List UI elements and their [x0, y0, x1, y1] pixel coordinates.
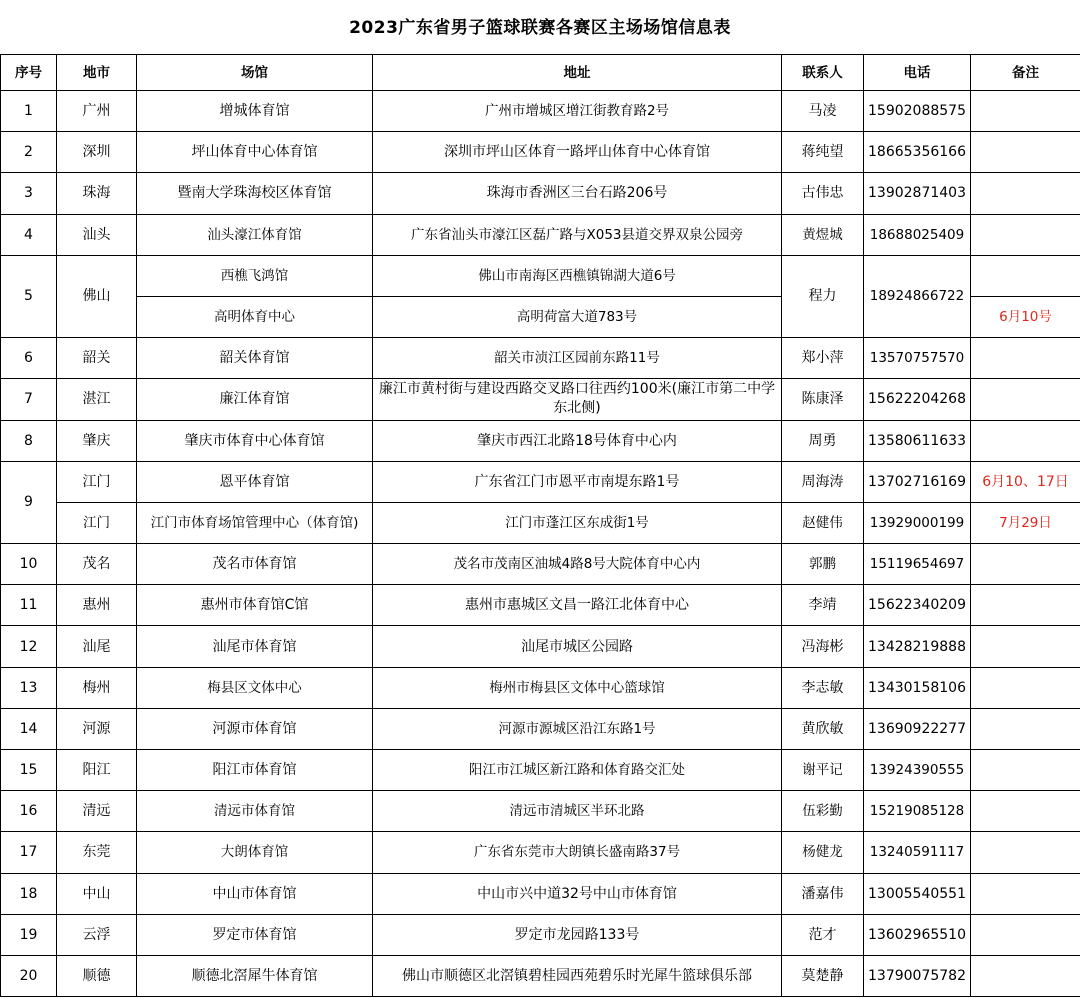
cell-address: 梅州市梅县区文体中心篮球馆 [373, 667, 782, 708]
cell-phone: 13430158106 [864, 667, 971, 708]
cell-note [971, 873, 1080, 914]
cell-city: 茂名 [57, 544, 137, 585]
cell-city: 中山 [57, 873, 137, 914]
cell-city: 汕头 [57, 214, 137, 255]
cell-venue: 恩平体育馆 [137, 461, 373, 502]
cell-address: 佛山市顺德区北滘镇碧桂园西苑碧乐时光犀牛篮球俱乐部 [373, 955, 782, 996]
sheet-title: 2023广东省男子篮球联赛各赛区主场场馆信息表 [349, 17, 731, 38]
cell-note [971, 585, 1080, 626]
cell-venue: 坪山体育中心体育馆 [137, 132, 373, 173]
cell-phone: 13702716169 [864, 461, 971, 502]
cell-venue: 西樵飞鸿馆 [137, 255, 373, 296]
cell-phone: 15219085128 [864, 791, 971, 832]
cell-phone: 13902871403 [864, 173, 971, 214]
cell-note [971, 667, 1080, 708]
cell-city: 深圳 [57, 132, 137, 173]
table-row [1, 420, 1080, 461]
cell-address: 阳江市江城区新江路和体育路交汇处 [373, 750, 782, 791]
cell-city: 佛山 [57, 255, 137, 337]
table-row [1, 214, 1080, 255]
cell-no: 16 [1, 791, 57, 832]
cell-venue: 清远市体育馆 [137, 791, 373, 832]
col-header-no: 序号 [1, 55, 57, 91]
table-row [1, 91, 1080, 132]
cell-address: 廉江市黄村街与建设西路交叉路口往西约100米(廉江市第二中学东北侧) [373, 379, 782, 420]
cell-note [971, 544, 1080, 585]
table-row [1, 791, 1080, 832]
cell-phone: 13790075782 [864, 955, 971, 996]
cell-phone: 18688025409 [864, 214, 971, 255]
cell-contact: 李志敏 [782, 667, 864, 708]
table-row [1, 708, 1080, 749]
cell-phone: 13602965510 [864, 914, 971, 955]
cell-contact: 赵健伟 [782, 502, 864, 543]
cell-venue: 阳江市体育馆 [137, 750, 373, 791]
cell-venue: 增城体育馆 [137, 91, 373, 132]
cell-contact: 伍彩勤 [782, 791, 864, 832]
cell-address: 汕尾市城区公园路 [373, 626, 782, 667]
cell-venue: 江门市体育场馆管理中心（体育馆) [137, 502, 373, 543]
cell-note [971, 91, 1080, 132]
cell-address: 深圳市坪山区体育一路坪山体育中心体育馆 [373, 132, 782, 173]
cell-contact: 范才 [782, 914, 864, 955]
cell-venue: 廉江体育馆 [137, 379, 373, 420]
cell-city: 江门 [57, 461, 137, 502]
cell-venue: 汕尾市体育馆 [137, 626, 373, 667]
cell-contact: 黄欣敏 [782, 708, 864, 749]
table-row [1, 255, 1080, 296]
table-row [1, 502, 1080, 543]
cell-city: 云浮 [57, 914, 137, 955]
cell-contact: 郑小萍 [782, 338, 864, 379]
table-row [1, 379, 1080, 420]
table-row [1, 461, 1080, 502]
cell-no: 10 [1, 544, 57, 585]
cell-address: 罗定市龙园路133号 [373, 914, 782, 955]
cell-city: 肇庆 [57, 420, 137, 461]
cell-city: 梅州 [57, 667, 137, 708]
cell-phone: 18924866722 [864, 255, 971, 337]
cell-phone: 13005540551 [864, 873, 971, 914]
cell-contact: 黄煜城 [782, 214, 864, 255]
cell-venue: 中山市体育馆 [137, 873, 373, 914]
cell-contact: 蒋纯望 [782, 132, 864, 173]
cell-phone: 13570757570 [864, 338, 971, 379]
cell-note [971, 173, 1080, 214]
cell-city: 河源 [57, 708, 137, 749]
cell-contact: 杨健龙 [782, 832, 864, 873]
cell-no: 15 [1, 750, 57, 791]
venue-table [0, 54, 1080, 997]
cell-city: 广州 [57, 91, 137, 132]
cell-phone: 15119654697 [864, 544, 971, 585]
table-row [1, 955, 1080, 996]
cell-venue: 罗定市体育馆 [137, 914, 373, 955]
cell-city: 湛江 [57, 379, 137, 420]
cell-city: 清远 [57, 791, 137, 832]
cell-phone: 15622340209 [864, 585, 971, 626]
cell-note [971, 420, 1080, 461]
cell-phone: 13240591117 [864, 832, 971, 873]
col-header-address: 地址 [373, 55, 782, 91]
cell-note [971, 750, 1080, 791]
col-header-contact: 联系人 [782, 55, 864, 91]
cell-city: 惠州 [57, 585, 137, 626]
cell-address: 肇庆市西江北路18号体育中心内 [373, 420, 782, 461]
cell-contact: 郭鹏 [782, 544, 864, 585]
table-row [1, 132, 1080, 173]
table-row [1, 914, 1080, 955]
cell-city: 阳江 [57, 750, 137, 791]
cell-venue: 大朗体育馆 [137, 832, 373, 873]
table-row [1, 873, 1080, 914]
cell-city: 韶关 [57, 338, 137, 379]
cell-address: 中山市兴中道32号中山市体育馆 [373, 873, 782, 914]
table-row [1, 667, 1080, 708]
cell-phone: 18665356166 [864, 132, 971, 173]
cell-address: 广东省江门市恩平市南堤东路1号 [373, 461, 782, 502]
cell-phone: 13924390555 [864, 750, 971, 791]
cell-address: 广东省汕头市濠江区磊广路与X053县道交界双泉公园旁 [373, 214, 782, 255]
cell-contact: 冯海彬 [782, 626, 864, 667]
cell-contact: 谢平记 [782, 750, 864, 791]
cell-no: 13 [1, 667, 57, 708]
cell-no: 14 [1, 708, 57, 749]
cell-city: 江门 [57, 502, 137, 543]
cell-no: 12 [1, 626, 57, 667]
cell-address: 江门市蓬江区东成街1号 [373, 502, 782, 543]
cell-contact: 马凌 [782, 91, 864, 132]
cell-phone: 15622204268 [864, 379, 971, 420]
cell-city: 东莞 [57, 832, 137, 873]
cell-address: 佛山市南海区西樵镇锦湖大道6号 [373, 255, 782, 296]
table-row [1, 173, 1080, 214]
cell-venue: 茂名市体育馆 [137, 544, 373, 585]
cell-venue: 梅县区文体中心 [137, 667, 373, 708]
cell-address: 广州市增城区增江街教育路2号 [373, 91, 782, 132]
cell-contact: 陈康泽 [782, 379, 864, 420]
cell-no: 17 [1, 832, 57, 873]
cell-city: 顺德 [57, 955, 137, 996]
cell-no: 5 [1, 255, 57, 337]
cell-address: 韶关市浈江区园前东路11号 [373, 338, 782, 379]
col-header-note: 备注 [971, 55, 1080, 91]
cell-address: 高明荷富大道783号 [373, 296, 782, 337]
cell-venue: 汕头濠江体育馆 [137, 214, 373, 255]
cell-city: 汕尾 [57, 626, 137, 667]
cell-contact: 莫楚静 [782, 955, 864, 996]
cell-note: 7月29日 [971, 502, 1080, 543]
cell-venue: 惠州市体育馆C馆 [137, 585, 373, 626]
cell-contact: 程力 [782, 255, 864, 337]
cell-no: 11 [1, 585, 57, 626]
cell-contact: 古伟忠 [782, 173, 864, 214]
cell-contact: 周勇 [782, 420, 864, 461]
cell-note [971, 255, 1080, 296]
table-row [1, 585, 1080, 626]
cell-address: 河源市源城区沿江东路1号 [373, 708, 782, 749]
cell-no: 1 [1, 91, 57, 132]
cell-note [971, 626, 1080, 667]
cell-phone: 13580611633 [864, 420, 971, 461]
cell-note [971, 132, 1080, 173]
cell-venue: 顺德北滘犀牛体育馆 [137, 955, 373, 996]
col-header-city: 地市 [57, 55, 137, 91]
cell-note [971, 955, 1080, 996]
cell-no: 9 [1, 461, 57, 543]
cell-contact: 潘嘉伟 [782, 873, 864, 914]
cell-no: 3 [1, 173, 57, 214]
cell-no: 8 [1, 420, 57, 461]
cell-phone: 13690922277 [864, 708, 971, 749]
cell-phone: 13929000199 [864, 502, 971, 543]
col-header-phone: 电话 [864, 55, 971, 91]
cell-address: 惠州市惠城区文昌一路江北体育中心 [373, 585, 782, 626]
cell-contact: 李靖 [782, 585, 864, 626]
cell-venue: 暨南大学珠海校区体育馆 [137, 173, 373, 214]
cell-address: 珠海市香洲区三台石路206号 [373, 173, 782, 214]
table-row [1, 626, 1080, 667]
cell-address: 茂名市茂南区油城4路8号大院体育中心内 [373, 544, 782, 585]
cell-no: 6 [1, 338, 57, 379]
cell-note: 6月10号 [971, 296, 1080, 337]
cell-no: 4 [1, 214, 57, 255]
col-header-venue: 场馆 [137, 55, 373, 91]
cell-no: 7 [1, 379, 57, 420]
cell-note [971, 379, 1080, 420]
cell-note [971, 214, 1080, 255]
cell-note: 6月10、17日 [971, 461, 1080, 502]
cell-note [971, 791, 1080, 832]
cell-no: 19 [1, 914, 57, 955]
cell-venue: 高明体育中心 [137, 296, 373, 337]
cell-note [971, 338, 1080, 379]
cell-venue: 河源市体育馆 [137, 708, 373, 749]
table-row [1, 750, 1080, 791]
cell-note [971, 708, 1080, 749]
cell-address: 广东省东莞市大朗镇长盛南路37号 [373, 832, 782, 873]
cell-note [971, 832, 1080, 873]
cell-note [971, 914, 1080, 955]
cell-venue: 韶关体育馆 [137, 338, 373, 379]
cell-phone: 13428219888 [864, 626, 971, 667]
header-row [1, 55, 1080, 91]
cell-no: 18 [1, 873, 57, 914]
table-row [1, 544, 1080, 585]
cell-no: 2 [1, 132, 57, 173]
table-row [1, 338, 1080, 379]
cell-phone: 15902088575 [864, 91, 971, 132]
cell-contact: 周海涛 [782, 461, 864, 502]
cell-city: 珠海 [57, 173, 137, 214]
cell-venue: 肇庆市体育中心体育馆 [137, 420, 373, 461]
cell-no: 20 [1, 955, 57, 996]
cell-address: 清远市清城区半环北路 [373, 791, 782, 832]
table-row [1, 832, 1080, 873]
